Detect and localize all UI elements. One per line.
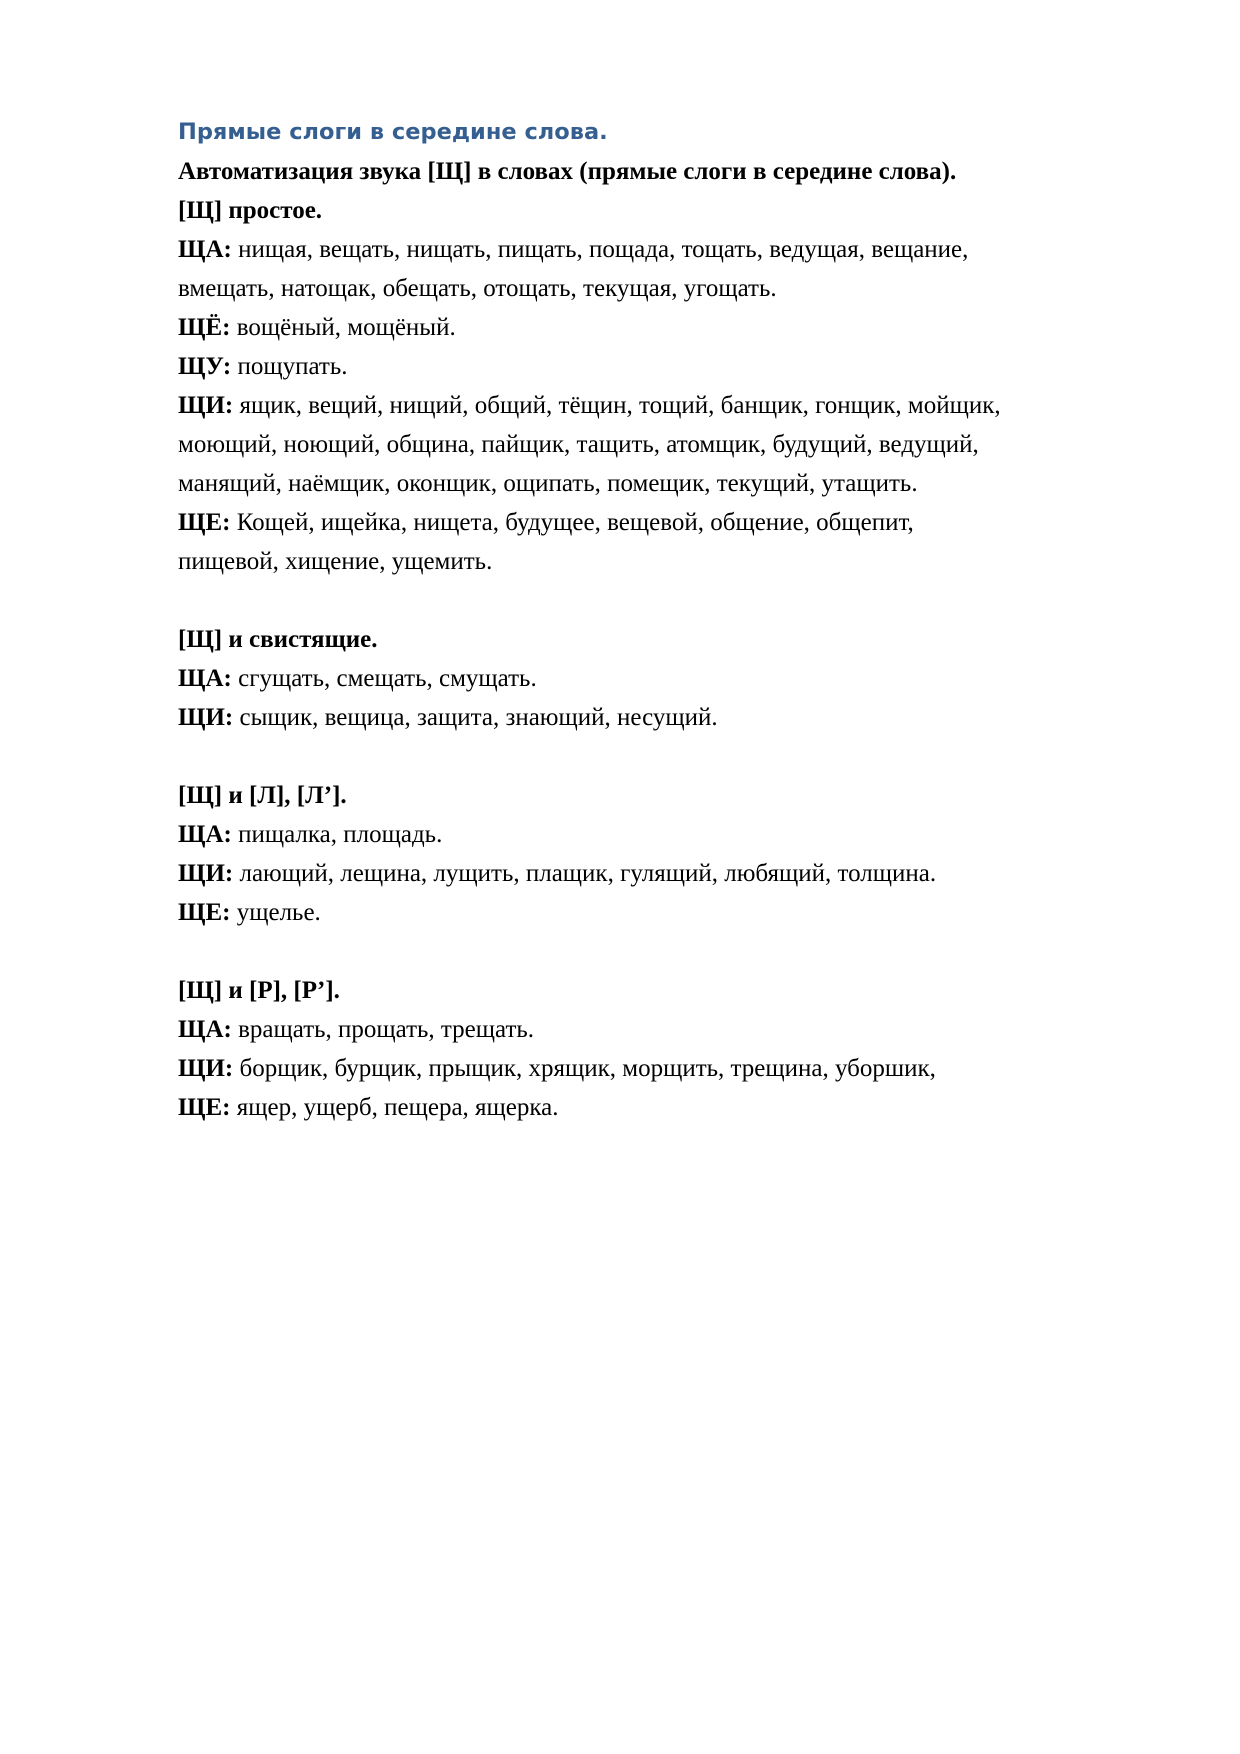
entry-line xyxy=(178,347,1168,386)
entry-line xyxy=(178,1010,1168,1049)
syllable-label: ЩА: xyxy=(178,236,232,263)
section-spacer xyxy=(178,932,1168,971)
section-heading: [Щ] и свистящие. xyxy=(178,626,378,653)
section-spacer xyxy=(178,737,1168,776)
word-list: борщик, бурщик, прыщик, хрящик, морщить, трещина, уборшик, xyxy=(233,1055,936,1082)
word-list: пощупать. xyxy=(231,353,348,380)
entry-line xyxy=(178,854,1168,893)
syllable-label: ЩИ: xyxy=(178,860,234,887)
entry-line xyxy=(178,698,1168,737)
entry-line xyxy=(178,815,1168,854)
word-list: манящий, наёмщик, оконщик, ощипать, помещик, текущий, утащить. xyxy=(178,470,918,497)
word-list: пищалка, площадь. xyxy=(231,821,443,848)
syllable-label: ЩИ: xyxy=(178,392,234,419)
entry-line xyxy=(178,542,1168,581)
word-list: моющий, ноющий, община, пайщик, тащить, атомщик, будущий, ведущий, xyxy=(178,431,979,458)
entry-line xyxy=(178,464,1168,503)
syllable-label: ЩИ: xyxy=(178,704,234,731)
entry-line xyxy=(178,386,1168,425)
sections-container xyxy=(178,191,1168,1127)
syllable-label: ЩУ: xyxy=(178,353,232,380)
entry-line xyxy=(178,230,1168,269)
document-body xyxy=(178,112,1168,1127)
section-0 xyxy=(178,191,1168,581)
entry-line xyxy=(178,1049,1168,1088)
syllable-label: ЩЕ: xyxy=(178,899,231,926)
syllable-label: ЩА: xyxy=(178,665,232,692)
word-list: нищая, вещать, нищать, пищать, пощада, тощать, ведущая, вещание, xyxy=(231,236,969,263)
word-list: вмещать, натощак, обещать, отощать, текущая, угощать. xyxy=(178,275,777,302)
word-list: ящер, ущерб, пещера, ящерка. xyxy=(230,1094,559,1121)
syllable-label: ЩИ: xyxy=(178,1055,234,1082)
document-heading: Автоматизация звука [Щ] в словах (прямые слоги в середине слова). xyxy=(178,158,957,185)
syllable-label: ЩЕ: xyxy=(178,1094,231,1121)
section-3 xyxy=(178,971,1168,1127)
entry-line xyxy=(178,425,1168,464)
section-spacer xyxy=(178,581,1168,620)
section-2 xyxy=(178,776,1168,932)
entry-line xyxy=(178,1088,1168,1127)
word-list: пищевой, хищение, ущемить. xyxy=(178,548,493,575)
word-list: Кощей, ищейка, нищета, будущее, вещевой, общение, общепит, xyxy=(230,509,914,536)
word-list: вращать, прощать, трещать. xyxy=(231,1016,535,1043)
word-list: сгущать, смещать, смущать. xyxy=(231,665,537,692)
entry-line xyxy=(178,659,1168,698)
section-heading: [Щ] простое. xyxy=(178,197,323,224)
syllable-label: ЩЕ: xyxy=(178,509,231,536)
syllable-label: ЩА: xyxy=(178,821,232,848)
section-heading: [Щ] и [Л], [Л’]. xyxy=(178,782,347,809)
syllable-label: ЩА: xyxy=(178,1016,232,1043)
entry-line xyxy=(178,893,1168,932)
syllable-label: ЩЁ: xyxy=(178,314,231,341)
entry-line xyxy=(178,269,1168,308)
document-title: Прямые слоги в середине слова. xyxy=(178,119,608,145)
section-1 xyxy=(178,620,1168,737)
word-list: сыщик, вещица, защита, знающий, несущий. xyxy=(233,704,718,731)
entry-line xyxy=(178,503,1168,542)
word-list: ящик, вещий, нищий, общий, тёщин, тощий, банщик, гонщик, мойщик, xyxy=(233,392,1001,419)
word-list: ущелье. xyxy=(230,899,321,926)
word-list: лающий, лещина, лущить, плащик, гулящий, любящий, толщина. xyxy=(233,860,937,887)
word-list: вощёный, мощёный. xyxy=(230,314,456,341)
entry-line xyxy=(178,308,1168,347)
section-heading: [Щ] и [Р], [Р’]. xyxy=(178,977,340,1004)
